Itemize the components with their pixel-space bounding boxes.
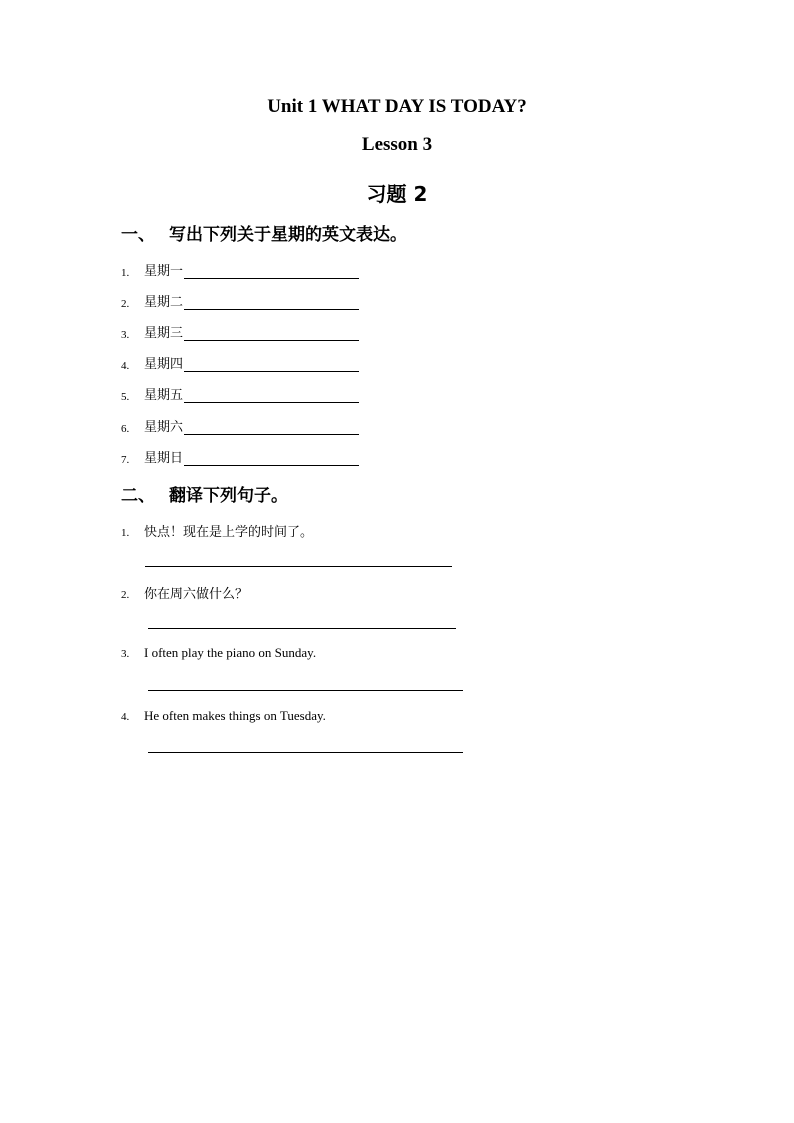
question-number: 2. bbox=[121, 589, 130, 601]
answer-line[interactable] bbox=[145, 566, 452, 567]
question-text: He often makes things on Tuesday. bbox=[144, 708, 326, 723]
answer-line[interactable] bbox=[148, 690, 463, 691]
list-item bbox=[121, 353, 359, 372]
question-number: 3. bbox=[121, 648, 130, 660]
question-item bbox=[121, 708, 326, 724]
item-number: 3. bbox=[121, 329, 130, 341]
list-item bbox=[121, 260, 359, 279]
list-item bbox=[121, 416, 359, 435]
answer-blank[interactable] bbox=[184, 422, 359, 435]
answer-blank[interactable] bbox=[184, 266, 359, 279]
question-number: 4. bbox=[121, 711, 130, 723]
question-text: I often play the piano on Sunday. bbox=[144, 645, 317, 660]
list-item bbox=[121, 447, 359, 466]
section-1-heading bbox=[121, 220, 407, 245]
list-item bbox=[121, 322, 359, 341]
item-label: 星期日 bbox=[144, 451, 184, 466]
item-label: 星期五 bbox=[144, 388, 184, 403]
item-number: 2. bbox=[121, 298, 130, 310]
answer-blank[interactable] bbox=[184, 359, 359, 372]
item-label: 星期二 bbox=[144, 295, 184, 310]
item-number: 6. bbox=[121, 423, 130, 435]
question-number: 1. bbox=[121, 527, 130, 539]
item-number: 4. bbox=[121, 360, 130, 372]
section-2-heading bbox=[121, 481, 288, 506]
lesson-title: Lesson 3 bbox=[361, 134, 433, 155]
question-item bbox=[121, 521, 313, 540]
section-2-number: 二、 bbox=[121, 486, 155, 506]
section-1-instruction: 写出下列关于星期的英文表达。 bbox=[169, 225, 407, 245]
answer-line[interactable] bbox=[148, 628, 456, 629]
section-1-number: 一、 bbox=[121, 225, 155, 245]
answer-blank[interactable] bbox=[184, 328, 359, 341]
item-label: 星期四 bbox=[144, 357, 184, 372]
item-label: 星期六 bbox=[144, 420, 184, 435]
unit-title: Unit 1 WHAT DAY IS TODAY? bbox=[267, 96, 527, 117]
item-label: 星期三 bbox=[144, 326, 184, 341]
item-label: 星期一 bbox=[144, 264, 184, 279]
item-number: 1. bbox=[121, 267, 130, 279]
question-item bbox=[121, 583, 248, 602]
item-number: 7. bbox=[121, 454, 130, 466]
question-item bbox=[121, 645, 316, 661]
question-text: 你在周六做什么？ bbox=[144, 587, 249, 602]
exercise-title: 习题 2 bbox=[366, 182, 428, 206]
answer-line[interactable] bbox=[148, 752, 463, 753]
list-item bbox=[121, 384, 359, 403]
section-2-instruction: 翻译下列句子。 bbox=[169, 486, 288, 506]
answer-blank[interactable] bbox=[184, 297, 359, 310]
question-text: 快点！现在是上学的时间了。 bbox=[144, 525, 314, 540]
item-number: 5. bbox=[121, 391, 130, 403]
list-item bbox=[121, 291, 359, 310]
answer-blank[interactable] bbox=[184, 453, 359, 466]
answer-blank[interactable] bbox=[184, 390, 359, 403]
